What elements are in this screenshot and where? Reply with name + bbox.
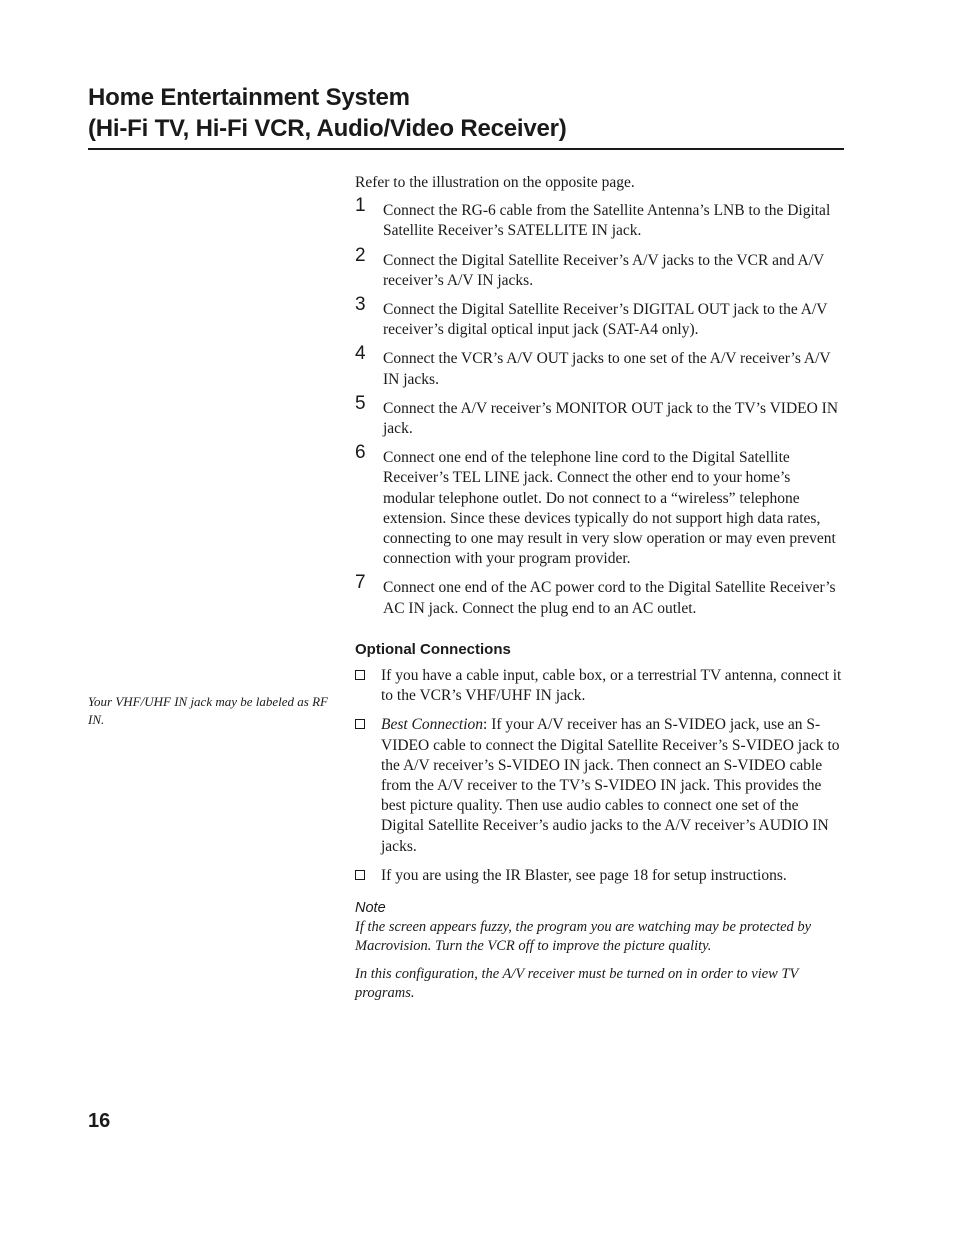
optional-bullet-2: [355, 715, 845, 856]
optional-bullet-3: [355, 866, 845, 886]
step-text: Connect one end of the telephone line cord to the Digital Satellite Receiver’s TEL LINE jack. Connect the other end to your home’s modular telephone outlet. Do not connect to a “wireless” telephone extension. Since these devices typically do not support high data rates, connecting to one may result in very slow operation or may even prevent connection with your program provider.: [383, 449, 836, 568]
step-text: Connect one end of the AC power cord to the Digital Satellite Receiver’s AC IN jack. Connect the plug end to an AC outlet.: [383, 579, 836, 617]
step-number: 7: [355, 572, 366, 594]
title-rule: [88, 148, 844, 150]
page-number: 16: [88, 1110, 111, 1132]
best-connection-label: Best Connection: [381, 716, 484, 734]
step-number: 6: [355, 442, 366, 464]
step-number: 1: [355, 195, 366, 217]
step-text: Connect the RG-6 cable from the Satellite Antenna’s LNB to the Digital Satellite Receiver’s SATELLITE IN jack.: [383, 202, 831, 240]
step-4: [355, 343, 845, 389]
margin-note: Your VHF/UHF IN jack may be labeled as RF IN.: [88, 694, 328, 727]
step-1: [355, 195, 845, 241]
step-6: [355, 442, 845, 569]
main-content: [355, 173, 845, 1012]
page-title: [88, 82, 844, 144]
bullet-text: If you are using the IR Blaster, see page 18 for setup instructions.: [381, 866, 787, 884]
bullet-text: [381, 715, 845, 856]
checkbox-icon: [355, 670, 365, 680]
step-number: 3: [355, 294, 366, 316]
step-number: 2: [355, 244, 366, 266]
step-5: [355, 392, 845, 439]
checkbox-icon: [355, 870, 365, 880]
checkbox-icon: [355, 719, 365, 729]
page-title-line-2: (Hi-Fi TV, Hi-Fi VCR, Audio/Video Receiver): [88, 115, 567, 142]
bullet-text: If you have a cable input, cable box, or a terrestrial TV antenna, connect it to the VCR’s VHF/UHF IN jack.: [381, 667, 842, 705]
optional-connections-heading: Optional Connections: [355, 640, 511, 658]
step-text: Connect the A/V receiver’s MONITOR OUT jack to the TV’s VIDEO IN jack.: [383, 399, 839, 438]
step-number: 5: [355, 392, 366, 414]
intro-text: Refer to the illustration on the opposite page.: [355, 174, 635, 191]
note-paragraph-1: If the screen appears fuzzy, the program you are watching may be protected by Macrovision. Turn the VCR off to improve the picture quality.: [355, 919, 812, 954]
step-3: [355, 294, 845, 340]
optional-bullet-1: [355, 666, 845, 706]
note-paragraph-2: In this configuration, the A/V receiver must be turned on in order to view TV programs.: [355, 966, 799, 1001]
note-heading: Note: [355, 900, 386, 917]
step-text: Connect the Digital Satellite Receiver’s A/V jacks to the VCR and A/V receiver’s A/V IN jacks.: [383, 251, 824, 289]
step-text: Connect the Digital Satellite Receiver’s DIGITAL OUT jack to the A/V receiver’s digital optical input jack (SAT-A4 only).: [383, 301, 828, 339]
step-text: Connect the VCR’s A/V OUT jacks to one set of the A/V receiver’s A/V IN jacks.: [383, 350, 831, 388]
step-2: [355, 244, 845, 291]
page-title-line-1: Home Entertainment System: [88, 84, 410, 111]
step-7: [355, 572, 845, 618]
best-connection-text: : If your A/V receiver has an S-VIDEO jack, use an S-VIDEO cable to connect the Digital Satellite Receiver’s S-VIDEO jack to the A/V receiver’s S-VIDEO IN jack. Then connect an S-VIDEO cable from the A/V receiver to the TV’s S-VIDEO IN jack. This provides the best picture quality. Then use audio cables to connect one set of the Digital Satellite Receiver’s audio jacks to the A/V receiver’s AUDIO IN jacks.: [381, 716, 840, 855]
step-number: 4: [355, 343, 366, 365]
